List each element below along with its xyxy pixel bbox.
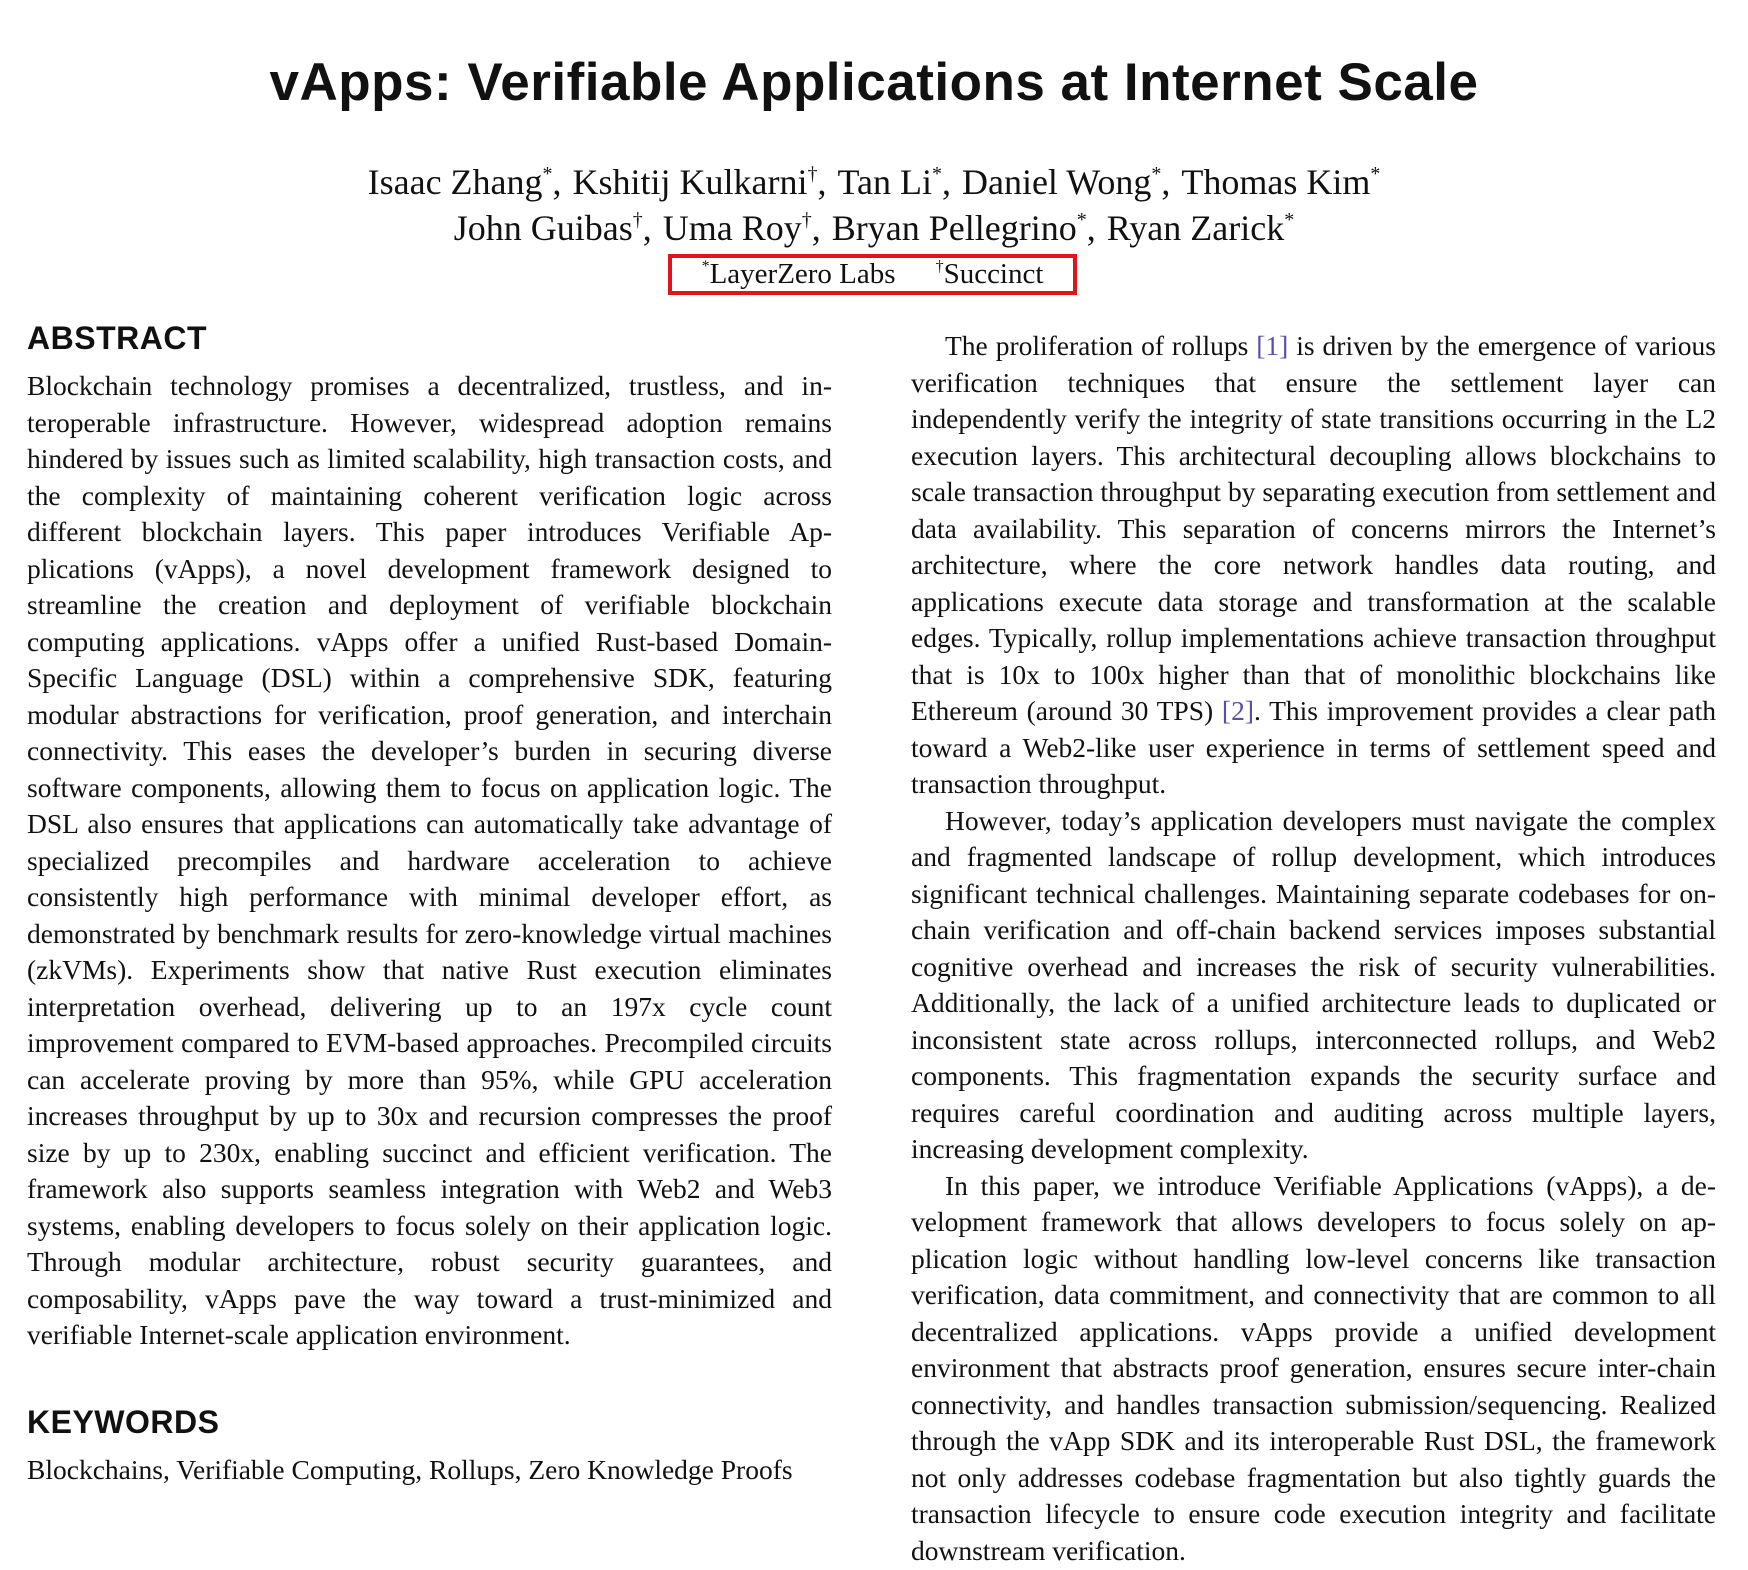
affiliation-mark: * <box>931 163 942 185</box>
citation-link[interactable]: [1] <box>1256 330 1289 361</box>
author-name: Kshitij Kulkarni <box>572 162 808 202</box>
author-name: Daniel Wong <box>961 162 1152 202</box>
citation-link[interactable]: [2] <box>1221 695 1254 726</box>
paragraph-text: . This improvement provides a clear path toward a Web2-like user experience in terms of settlement speed and transaction throughput. <box>911 695 1716 799</box>
affiliation-succinct <box>936 258 1044 291</box>
keywords-text: Blockchains, Verifiable Computing, Rollups, Zero Knowledge Proofs <box>27 1453 793 1485</box>
affiliation-mark: † <box>807 163 818 185</box>
affiliation-mark: * <box>1076 209 1087 231</box>
abstract-text: Blockchain technology promises a decentralized, trustless, and interoperable infrastructure. However, widespread adoption remains hindered by issues such as limited scalability, high transaction costs, and the complexity of maintaining coherent verification logic across different blockchain layers. This paper introduces Verifiable Applications (vApps), a novel development framework designed to streamline the creation and deployment of verifiable blockchain computing applications. vApps offer a unified Rust-based Domain-Specific Language (DSL) within a comprehensive SDK, featuring modular abstractions for verification, proof generation, and interchain connectivity. This eases the developer’s burden in securing diverse software components, allowing them to focus on application logic. The DSL also ensures that applications can automatically take advantage of specialized precompiles and hardware acceleration to achieve consistently high performance with minimal developer effort, as demonstrated by benchmark results for zero-knowledge virtual machines (zkVMs). Experiments show that native Rust execution eliminates interpretation overhead, delivering up to an 197x cycle count improvement compared to EVM-based approaches. Precompiled circuits can accelerate proving by more than 95%, while GPU acceleration increases throughput by up to 30x and recursion compresses the proof size by up to 230x, enabling succinct and efficient verification. The framework also supports seamless integration with Web2 and Web3 systems, enabling developers to focus solely on their application logic. Through modular architecture, robust security guarantees, and composability, vApps pave the way toward a trust-minimized and verifiable Internet-scale application environment. <box>27 370 832 1350</box>
author-list-line-1: Isaac Zhang*, Kshitij Kulkarni†, Tan Li*, Daniel Wong*, Thomas Kim* <box>367 162 1381 202</box>
author-name: Bryan Pellegrino <box>831 208 1077 248</box>
paragraph-text: The proliferation of rollups <box>945 330 1257 361</box>
right-column <box>911 328 1716 1569</box>
keywords-heading: KEYWORDS <box>27 1403 220 1440</box>
affiliation-mark: † <box>801 209 812 231</box>
intro-paragraph-1 <box>911 328 1716 803</box>
paragraph-text: is driven by the emergence of various verification techniques that ensure the settlement layer can independently verify the integrity of state transitions occurring in the L2 execution layers. This architectural decoupling allows blockchains to scale transaction throughput by separating execution from settlement and data availability. This separation of concerns mirrors the Internet’s architecture, where the core network handles data routing, and applications execute data storage and transformation at the scalable edges. Typically, rollup implementations achieve transaction throughput that is 10x to 100x higher than that of monolithic blockchains like Ethereum (around 30 TPS) <box>911 330 1717 726</box>
intro-paragraph-2: However, today’s application developers must navigate the complex and fragmented landscape of rollup development, which introduces significant technical challenges. Maintaining separate codebases for on-chain verification and off-chain backend services imposes substantial cognitive overhead and increases the risk of security vulnerabilities. Additionally, the lack of a unified architecture leads to duplicated or inconsistent state across rollups, interconnected rollups, and Web2 components. This fragmentation expands the security surface and requires careful coordination and auditing across multiple layers, increasing development complexity. <box>911 804 1716 1164</box>
affiliation-mark: * <box>1370 163 1381 185</box>
paper-title: vApps: Verifiable Applications at Internet Scale <box>269 53 1479 112</box>
author-name: Uma Roy <box>662 208 802 248</box>
author-list-line-2: John Guibas†, Uma Roy†, Bryan Pellegrino*, Ryan Zarick* <box>453 208 1295 248</box>
left-column <box>27 318 832 1488</box>
author-name: John Guibas <box>453 208 633 248</box>
affiliation-mark: * <box>542 163 553 185</box>
affiliations-highlight-box <box>668 254 1077 295</box>
affiliation-mark: * <box>1284 209 1295 231</box>
abstract-heading: ABSTRACT <box>27 320 207 356</box>
affiliation-mark: * <box>1151 163 1162 185</box>
author-name: Tan Li <box>837 162 932 202</box>
affiliation-mark: † <box>935 258 944 275</box>
affiliation-name: Succinct <box>943 258 1044 290</box>
affiliation-mark: * <box>701 258 710 275</box>
author-name: Thomas Kim <box>1181 162 1371 202</box>
affiliation-name: LayerZero Labs <box>709 258 896 290</box>
affiliation-mark: † <box>632 209 643 231</box>
author-name: Isaac Zhang <box>367 162 543 202</box>
intro-paragraph-3: In this paper, we introduce Verifiable Applications (vApps), a development framework that allows developers to focus solely on application logic without handling low-level concerns like transaction verification, data commitment, and connectivity that are common to all decentralized applications. vApps provide a unified development environment that abstracts proof generation, ensures secure inter-chain connectivity, and handles transaction submission/sequencing. Realized through the vApp SDK and its interoperable Rust DSL, the framework not only addresses codebase fragmentation but also tightly guards the transaction lifecycle to ensure code execution integrity and facilitate downstream verification. <box>911 1169 1716 1566</box>
affiliation-layerzero <box>702 258 896 291</box>
author-name: Ryan Zarick <box>1106 208 1285 248</box>
